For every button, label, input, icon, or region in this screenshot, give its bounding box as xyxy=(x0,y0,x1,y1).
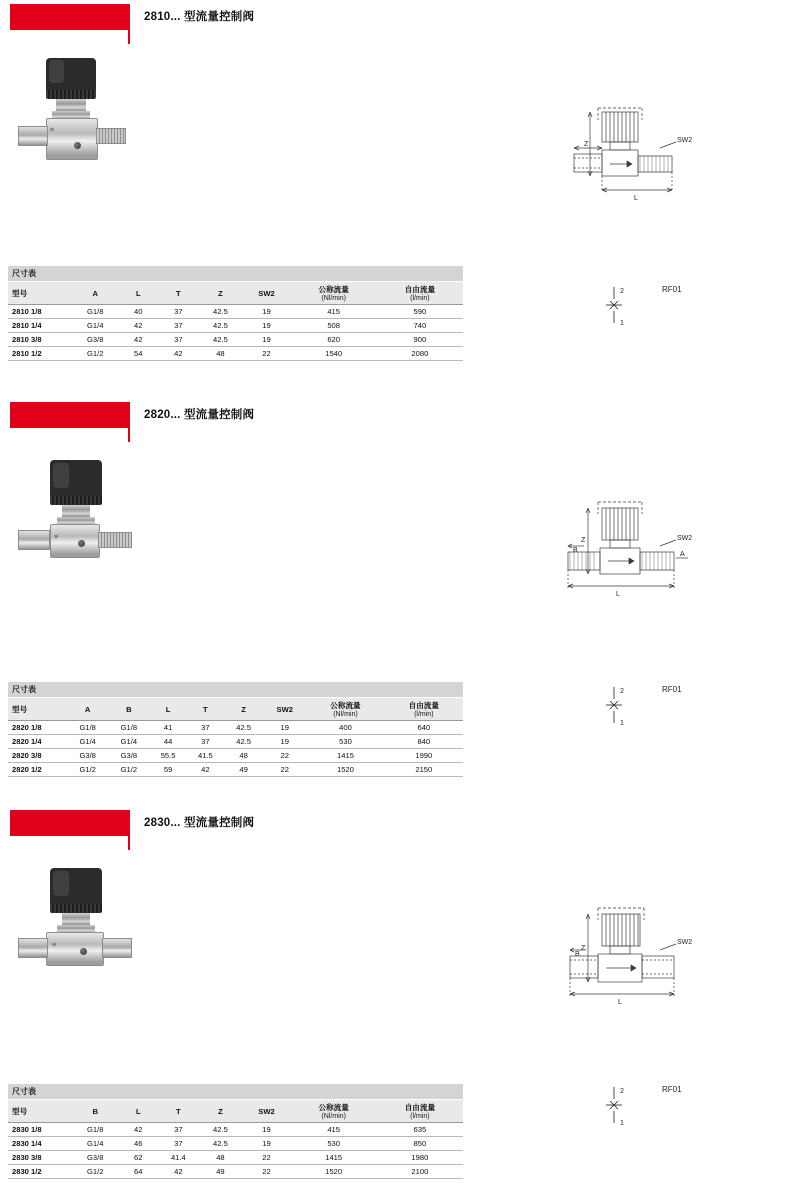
cell-l: 59 xyxy=(149,763,186,777)
valve-logo-mark: ⊕ xyxy=(50,127,55,133)
drawing-label-b: B xyxy=(575,951,580,958)
table-row xyxy=(8,721,463,735)
cell-free-flow: 850 xyxy=(377,1137,463,1151)
table-row xyxy=(8,1137,463,1151)
col-model: 型号 xyxy=(8,282,72,305)
cell-nominal-flow: 415 xyxy=(291,1123,377,1137)
cell-t: 37 xyxy=(158,333,198,347)
drawing-label-sw2: SW2 xyxy=(677,535,693,542)
col-t: T xyxy=(158,282,198,305)
cell-z: 42.5 xyxy=(198,1137,242,1151)
col-t: T xyxy=(187,698,224,721)
svg-text:2: 2 xyxy=(620,1088,624,1095)
cell-nominal-flow: 400 xyxy=(306,721,384,735)
cell-sw2: 22 xyxy=(242,347,290,361)
cell-nominal-flow: 1415 xyxy=(291,1151,377,1165)
table-head xyxy=(8,1100,463,1123)
table-head xyxy=(8,282,463,305)
cell-l: 44 xyxy=(149,735,186,749)
cell-z: 42.5 xyxy=(198,333,242,347)
table-row xyxy=(8,1123,463,1137)
cell-sw2: 22 xyxy=(242,1165,290,1179)
dimension-table-2810 xyxy=(8,266,463,361)
cell-z: 49 xyxy=(198,1165,242,1179)
cell-a: G1/2 xyxy=(67,763,108,777)
red-accent-tail xyxy=(128,4,130,44)
cell-sw2: 22 xyxy=(242,1151,290,1165)
drawing-label-l: L xyxy=(634,195,638,202)
col-l: L xyxy=(118,1100,158,1123)
col-a: A xyxy=(72,282,118,305)
rf-label-2830: RF01 xyxy=(662,1085,682,1094)
cell-free-flow: 640 xyxy=(385,721,463,735)
knob-ribs xyxy=(50,904,102,913)
cell-t: 37 xyxy=(158,1123,198,1137)
drawing-label-sw2: SW2 xyxy=(677,137,693,144)
section-title: 2820... 型流量控制阀 xyxy=(144,409,255,421)
cell-b: G1/8 xyxy=(72,1123,118,1137)
cell-a: G3/8 xyxy=(72,333,118,347)
valve-inlet-port xyxy=(18,126,48,146)
svg-text:1: 1 xyxy=(620,1120,624,1127)
rf-label-2810: RF01 xyxy=(662,285,682,294)
col-nominal-flow: 公称流量 (Nl/min) xyxy=(306,698,384,721)
cell-sw2: 22 xyxy=(263,763,306,777)
red-accent-bar xyxy=(10,402,128,428)
table-row xyxy=(8,347,463,361)
cell-a: G3/8 xyxy=(67,749,108,763)
valve-side-hole xyxy=(80,948,87,955)
cell-t: 37 xyxy=(158,319,198,333)
cell-sw2: 19 xyxy=(242,1123,290,1137)
svg-text:1: 1 xyxy=(620,720,624,727)
table-header-row xyxy=(8,698,463,721)
drawing-label-a: A xyxy=(680,551,685,558)
cell-model: 2820 1/4 xyxy=(8,735,67,749)
cell-z: 42.5 xyxy=(198,305,242,319)
cell-sw2: 19 xyxy=(263,721,306,735)
cell-free-flow: 1980 xyxy=(377,1151,463,1165)
cell-nominal-flow: 1520 xyxy=(306,763,384,777)
table-row xyxy=(8,763,463,777)
table-row xyxy=(8,305,463,319)
table-body xyxy=(8,305,463,361)
cell-t: 42 xyxy=(158,1165,198,1179)
section-header xyxy=(0,398,800,444)
col-z: Z xyxy=(198,282,242,305)
cell-l: 40 xyxy=(118,305,158,319)
section-title: 2810... 型流量控制阀 xyxy=(144,11,255,23)
cell-z: 42.5 xyxy=(198,319,242,333)
cell-model: 2830 1/4 xyxy=(8,1137,72,1151)
cell-b: G1/4 xyxy=(72,1137,118,1151)
table-caption: 尺寸表 xyxy=(8,682,463,698)
col-model: 型号 xyxy=(8,1100,72,1123)
cell-b: G3/8 xyxy=(72,1151,118,1165)
valve-body xyxy=(50,524,100,558)
cell-model: 2830 1/8 xyxy=(8,1123,72,1137)
red-accent-tail xyxy=(128,402,130,442)
cell-l: 42 xyxy=(118,333,158,347)
table-head xyxy=(8,698,463,721)
cell-model: 2810 1/8 xyxy=(8,305,72,319)
cell-a: G1/4 xyxy=(72,319,118,333)
valve-neck xyxy=(62,505,90,517)
drawing-label-sw2: SW2 xyxy=(677,939,693,946)
col-sw2: SW2 xyxy=(242,1100,290,1123)
col-nominal-flow: 公称流量 (Nl/min) xyxy=(291,1100,377,1123)
cell-sw2: 19 xyxy=(263,735,306,749)
cell-a: G1/2 xyxy=(72,347,118,361)
table-row xyxy=(8,319,463,333)
cell-a: G1/8 xyxy=(72,305,118,319)
rf-symbol-2830 xyxy=(600,1083,720,1129)
valve-neck xyxy=(56,99,86,111)
cell-l: 62 xyxy=(118,1151,158,1165)
cell-b: G1/2 xyxy=(72,1165,118,1179)
table-row xyxy=(8,1165,463,1179)
cell-free-flow: 840 xyxy=(385,735,463,749)
cell-b: G1/2 xyxy=(108,763,149,777)
table xyxy=(8,1100,463,1179)
col-model: 型号 xyxy=(8,698,67,721)
drawing-label-l: L xyxy=(616,591,620,598)
svg-text:1: 1 xyxy=(620,320,624,327)
cell-b: G1/4 xyxy=(108,735,149,749)
section-title: 2830... 型流量控制阀 xyxy=(144,817,255,829)
product-photo-2820 xyxy=(12,446,172,586)
valve-inlet-port xyxy=(18,530,50,550)
col-free-flow: 自由流量 (l/min) xyxy=(377,282,463,305)
cell-nominal-flow: 415 xyxy=(291,305,377,319)
cell-z: 48 xyxy=(224,749,263,763)
cell-t: 41.5 xyxy=(187,749,224,763)
table-row xyxy=(8,749,463,763)
valve-outlet-thread xyxy=(96,128,126,144)
technical-drawing-2810 xyxy=(540,90,720,215)
cell-model: 2820 3/8 xyxy=(8,749,67,763)
cell-model: 2820 1/8 xyxy=(8,721,67,735)
col-z: Z xyxy=(198,1100,242,1123)
table-header-row xyxy=(8,282,463,305)
red-accent-tail xyxy=(128,810,130,850)
cell-a: G1/8 xyxy=(67,721,108,735)
cell-free-flow: 900 xyxy=(377,333,463,347)
table-row xyxy=(8,1151,463,1165)
cell-free-flow: 2150 xyxy=(385,763,463,777)
cell-z: 49 xyxy=(224,763,263,777)
table-body xyxy=(8,1123,463,1179)
col-sw2: SW2 xyxy=(242,282,290,305)
col-free-flow: 自由流量 (l/min) xyxy=(385,698,463,721)
cell-z: 42.5 xyxy=(224,721,263,735)
product-photo-2830 xyxy=(12,854,172,994)
drawing-label-z: Z xyxy=(581,537,586,544)
section-header xyxy=(0,0,800,46)
cell-b: G3/8 xyxy=(108,749,149,763)
valve-body xyxy=(46,118,98,160)
section-header xyxy=(0,806,800,852)
valve-inlet-port xyxy=(18,938,48,958)
cell-a: G1/4 xyxy=(67,735,108,749)
drawing-label-b: B xyxy=(573,547,578,554)
valve-outlet-thread xyxy=(98,532,132,548)
rf-symbol-2810 xyxy=(600,283,720,329)
cell-sw2: 19 xyxy=(242,319,290,333)
cell-free-flow: 2080 xyxy=(377,347,463,361)
drawing-label-z: Z xyxy=(584,141,589,148)
cell-free-flow: 2100 xyxy=(377,1165,463,1179)
cell-nominal-flow: 1520 xyxy=(291,1165,377,1179)
valve-logo-mark: ⊕ xyxy=(52,942,57,948)
cell-t: 42 xyxy=(187,763,224,777)
col-b: B xyxy=(72,1100,118,1123)
drawing-label-l: L xyxy=(618,999,622,1006)
cell-z: 42.5 xyxy=(198,1123,242,1137)
dimension-table-2830 xyxy=(8,1084,463,1179)
cell-l: 42 xyxy=(118,319,158,333)
cell-t: 37 xyxy=(187,721,224,735)
cell-model: 2810 3/8 xyxy=(8,333,72,347)
cell-l: 54 xyxy=(118,347,158,361)
cell-sw2: 19 xyxy=(242,1137,290,1151)
svg-text:2: 2 xyxy=(620,288,624,295)
technical-drawing-2820 xyxy=(540,486,720,616)
cell-free-flow: 590 xyxy=(377,305,463,319)
valve-neck xyxy=(62,913,90,925)
table-caption: 尺寸表 xyxy=(8,1084,463,1100)
cell-t: 41.4 xyxy=(158,1151,198,1165)
svg-text:2: 2 xyxy=(620,688,624,695)
cell-t: 37 xyxy=(187,735,224,749)
valve-logo-mark: ⊕ xyxy=(54,534,59,540)
cell-nominal-flow: 1540 xyxy=(291,347,377,361)
valve-side-hole xyxy=(74,142,81,149)
red-accent-bar xyxy=(10,4,128,30)
cell-nominal-flow: 1415 xyxy=(306,749,384,763)
knob-ribs xyxy=(50,496,102,505)
knob-ribs xyxy=(46,90,96,99)
cell-nominal-flow: 620 xyxy=(291,333,377,347)
cell-sw2: 19 xyxy=(242,333,290,347)
cell-free-flow: 635 xyxy=(377,1123,463,1137)
cell-z: 48 xyxy=(198,1151,242,1165)
rf-symbol-2820 xyxy=(600,683,720,729)
cell-sw2: 22 xyxy=(263,749,306,763)
cell-l: 41 xyxy=(149,721,186,735)
col-sw2: SW2 xyxy=(263,698,306,721)
table-row xyxy=(8,333,463,347)
cell-nominal-flow: 530 xyxy=(291,1137,377,1151)
table-header-row xyxy=(8,1100,463,1123)
col-a: A xyxy=(67,698,108,721)
rf-label-2820: RF01 xyxy=(662,685,682,694)
product-photo-2810 xyxy=(12,50,172,180)
col-t: T xyxy=(158,1100,198,1123)
cell-model: 2830 3/8 xyxy=(8,1151,72,1165)
cell-free-flow: 740 xyxy=(377,319,463,333)
cell-z: 42.5 xyxy=(224,735,263,749)
cell-t: 42 xyxy=(158,347,198,361)
cell-free-flow: 1990 xyxy=(385,749,463,763)
cell-l: 64 xyxy=(118,1165,158,1179)
cell-model: 2810 1/4 xyxy=(8,319,72,333)
cell-model: 2820 1/2 xyxy=(8,763,67,777)
drawing-label-z: Z xyxy=(581,945,586,952)
red-accent-bar xyxy=(10,810,128,836)
table xyxy=(8,282,463,361)
cell-l: 42 xyxy=(118,1123,158,1137)
col-free-flow: 自由流量 (l/min) xyxy=(377,1100,463,1123)
cell-l: 55.5 xyxy=(149,749,186,763)
table xyxy=(8,698,463,777)
col-l: L xyxy=(118,282,158,305)
col-b: B xyxy=(108,698,149,721)
cell-l: 46 xyxy=(118,1137,158,1151)
valve-body xyxy=(46,932,104,966)
table-row xyxy=(8,735,463,749)
cell-b: G1/8 xyxy=(108,721,149,735)
col-l: L xyxy=(149,698,186,721)
cell-model: 2810 1/2 xyxy=(8,347,72,361)
valve-side-hole xyxy=(78,540,85,547)
cell-z: 48 xyxy=(198,347,242,361)
technical-drawing-2830 xyxy=(540,892,720,1022)
cell-t: 37 xyxy=(158,305,198,319)
cell-nominal-flow: 508 xyxy=(291,319,377,333)
col-nominal-flow: 公称流量 (Nl/min) xyxy=(291,282,377,305)
cell-t: 37 xyxy=(158,1137,198,1151)
table-body xyxy=(8,721,463,777)
table-caption: 尺寸表 xyxy=(8,266,463,282)
cell-nominal-flow: 530 xyxy=(306,735,384,749)
cell-sw2: 19 xyxy=(242,305,290,319)
col-z: Z xyxy=(224,698,263,721)
cell-model: 2830 1/2 xyxy=(8,1165,72,1179)
valve-outlet-port xyxy=(102,938,132,958)
dimension-table-2820 xyxy=(8,682,463,777)
